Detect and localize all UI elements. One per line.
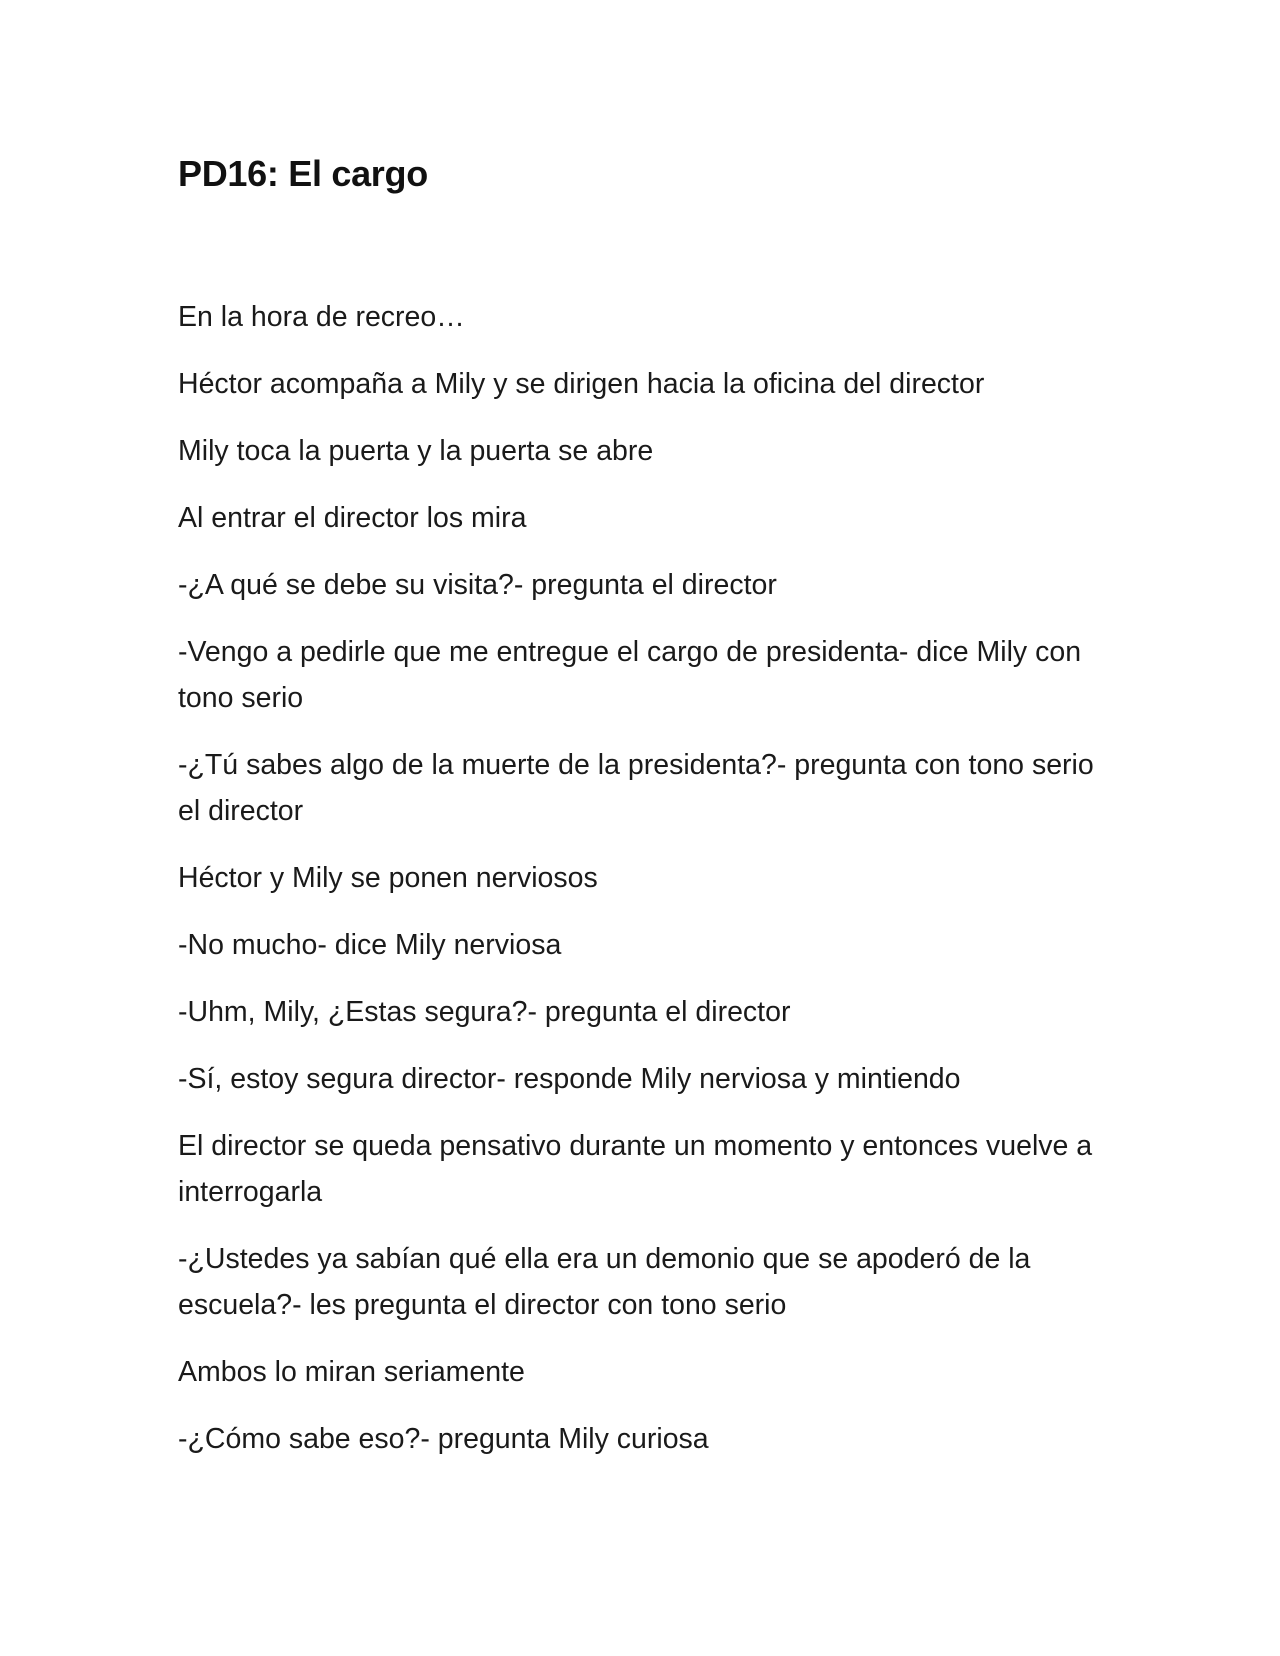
- paragraph: Al entrar el director los mira: [178, 502, 527, 534]
- paragraph: En la hora de recreo…: [178, 301, 465, 333]
- document-body: [178, 294, 1118, 1483]
- paragraph: El director se queda pensativo durante un momento y entonces vuelve a interrogarla: [178, 1130, 1093, 1208]
- paragraph: -Vengo a pedirle que me entregue el cargo de presidenta- dice Mily con tono serio: [178, 636, 1082, 714]
- paragraph: -No mucho- dice Mily nerviosa: [178, 929, 562, 961]
- paragraph: -¿A qué se debe su visita?- pregunta el director: [178, 569, 777, 601]
- paragraph: Héctor y Mily se ponen nerviosos: [178, 862, 598, 894]
- page-title: PD16: El cargo: [178, 153, 428, 194]
- paragraph: -¿Cómo sabe eso?- pregunta Mily curiosa: [178, 1423, 709, 1455]
- paragraph: -¿Ustedes ya sabían qué ella era un demonio que se apoderó de la escuela?- les pregunta el director con tono serio: [178, 1243, 1031, 1321]
- paragraph: -Uhm, Mily, ¿Estas segura?- pregunta el director: [178, 996, 791, 1028]
- paragraph: Mily toca la puerta y la puerta se abre: [178, 435, 654, 467]
- paragraph: Ambos lo miran seriamente: [178, 1356, 525, 1388]
- paragraph: Héctor acompaña a Mily y se dirigen hacia la oficina del director: [178, 368, 985, 400]
- paragraph: -¿Tú sabes algo de la muerte de la presidenta?- pregunta con tono serio el director: [178, 749, 1094, 827]
- paragraph: -Sí, estoy segura director- responde Mily nerviosa y mintiendo: [178, 1063, 961, 1095]
